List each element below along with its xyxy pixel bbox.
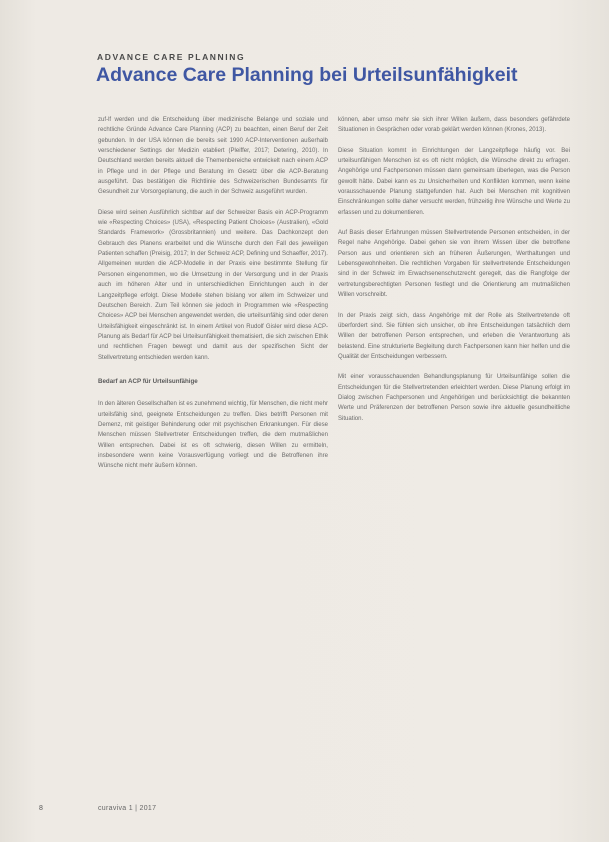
paragraph: Mit einer vorausschauenden Behandlungsplanung für Urteilsunfähige sollen die Entscheidungen für die Stellvertretenden erleichtert werden. Diese Planung erfolgt im Dialog zwischen Fachpersonen und Angehörigen und berücksichtigt die bekannten Werte und Präferenzen der betroffenen Person sowie ihre aktuelle gesundheitliche Situation.	[338, 374, 570, 422]
page-number: 8	[39, 805, 43, 812]
section-subheading: Bedarf an ACP für Urteilsunfähige	[98, 377, 198, 385]
article-title: Advance Care Planning bei Urteilsunfähigkeit	[96, 64, 518, 86]
text-column-right	[338, 115, 570, 434]
text-column-left	[98, 115, 328, 482]
section-kicker: ADVANCE CARE PLANNING	[97, 52, 246, 62]
paragraph: können, aber umso mehr sie sich ihrer Willen äußern, dass besonders gefährdete Situationen in Gesprächen oder vorab geklärt werden können (Krones, 2013).	[338, 117, 570, 134]
paragraph: Auf Basis dieser Erfahrungen müssen Stellvertretende Personen entscheiden, in der Regel nahe Angehörige. Dabei gehen sie von ihrem Wissen über die betroffene Person aus und orientieren sich an früheren Äußerungen, Werthaltungen und Lebensgewohnheiten. Die rechtlichen Vorgaben für stellvertretende Entscheidungen sind in der Schweiz im Erwachsenenschutzrecht geregelt, das die Rangfolge der vertretungsberechtigten Personen festlegt und die Orientierung am mutmaßlichen Willen vorschreibt.	[338, 230, 570, 299]
paragraph: In der Praxis zeigt sich, dass Angehörige mit der Rolle als Stellvertretende oft überfordert sind. Sie fühlen sich unsicher, ob ihre Entscheidungen tatsächlich dem Willen der betroffenen Person entsprechen, und erleben die Verantwortung als belastend. Eine strukturierte Begleitung durch Fachpersonen kann hier helfen und die Qualität der Entscheidungen verbessern.	[338, 312, 570, 360]
paragraph: zuf-lf werden und die Entscheidung über medizinische Belange und soziale und rechtliche Gründe Advance Care Planning (ACP) zu beachten, einen Beruf der Zeit gebunden. In der USA können die bereits seit 1990 ACP-Interventionen außerhalb verschiedener Settings der Medizin etabliert (Pleiffer, 2017; Detering, 2010). In Deutschland werden bereits aktuell die Themenbereiche entwickelt nach einem ACP in Pflege und in der Pflege und Beratung im Gesetz über die ACP-Beratung ausgeführt. Das bestätigen die Richtlinie des Schweizerischen Bundesamts für Gesundheit zur Vorsorgeplanung, die auch in der Schweiz ausgeführt wurden.	[98, 117, 328, 196]
footer-source: curaviva 1 | 2017	[98, 805, 157, 812]
paragraph: Diese Situation kommt in Einrichtungen der Langzeitpflege häufig vor. Bei urteilsunfähigen Menschen ist es oft nicht möglich, die Wünsche direkt zu erfragen. Angehörige und Fachpersonen müssen dann gemeinsam überlegen, was die Person gewollt hätte. Dabei kann es zu Unsicherheiten und Konflikten kommen, wenn keine vorausschauende Planung stattgefunden hat. Auch bei Menschen mit kognitiven Einschränkungen sollte daher versucht werden, frühzeitig ihre Wünsche und Werte zu erfassen und zu dokumentieren.	[338, 147, 570, 216]
paragraph: Diese wird seinen Ausführlich sichtbar auf der Schweizer Basis ein ACP-Programm wie «Respecting Choices» (USA), «Respecting Patient Choices» (Australien), «Gold Standards Framework» (Grossbritannien) und weitere. Das Dachkonzept den Gebrauch des Planens erarbeitet und die Wünsche durch den Fall des jeweiligen Patienten schaffen (Preisig, 2017; In der Schweiz ACP, Defining und Schaeffer, 2017). Allgemeinen wurden die ACP-Modelle in der Praxis eine bestimmte Stellung für Personen eingenommen, wo die Umsetzung in der Versorgung und in der Praxis auch im höheren Alter und in unterschiedlichen Einrichtungen auch in der Langzeitpflege erfolgt. Diese Modelle stehen bislang vor allem im Schweizer und Deutschen Bereich. Zum Teil können sie jedoch in Programmen wie «Respecting Choices» ACP bei Menschen angewendet werden, die urteilsunfähig sind oder deren Urteilsfähigkeit eingeschränkt ist. In einem Artikel von Rudolf Gisler wird diese ACP-Planung als Bedarf für ACP bei Urteilsunfähigkeit thematisiert, die sich zwischen Ethik und rechtlichen Fragen bewegt und damit aus der spezifischen Sicht der Stellvertretung entschieden werden kann.	[98, 209, 328, 361]
paragraph: In den älteren Gesellschaften ist es zunehmend wichtig, für Menschen, die nicht mehr urteilsfähig sind, geeignete Entscheidungen zu treffen. Dies betrifft Personen mit Demenz, mit geistiger Behinderung oder mit psychischen Erkrankungen. Für diese Menschen müssen Stellvertreter Entscheidungen treffen, die dem mutmaßlichen Willen entsprechen. Dabei ist es oft schwierig, diesen Willen zu ermitteln, insbesondere wenn keine Vorausverfügung vorliegt und die Betroffenen ihre Wünsche nicht mehr äußern können.	[98, 401, 328, 470]
